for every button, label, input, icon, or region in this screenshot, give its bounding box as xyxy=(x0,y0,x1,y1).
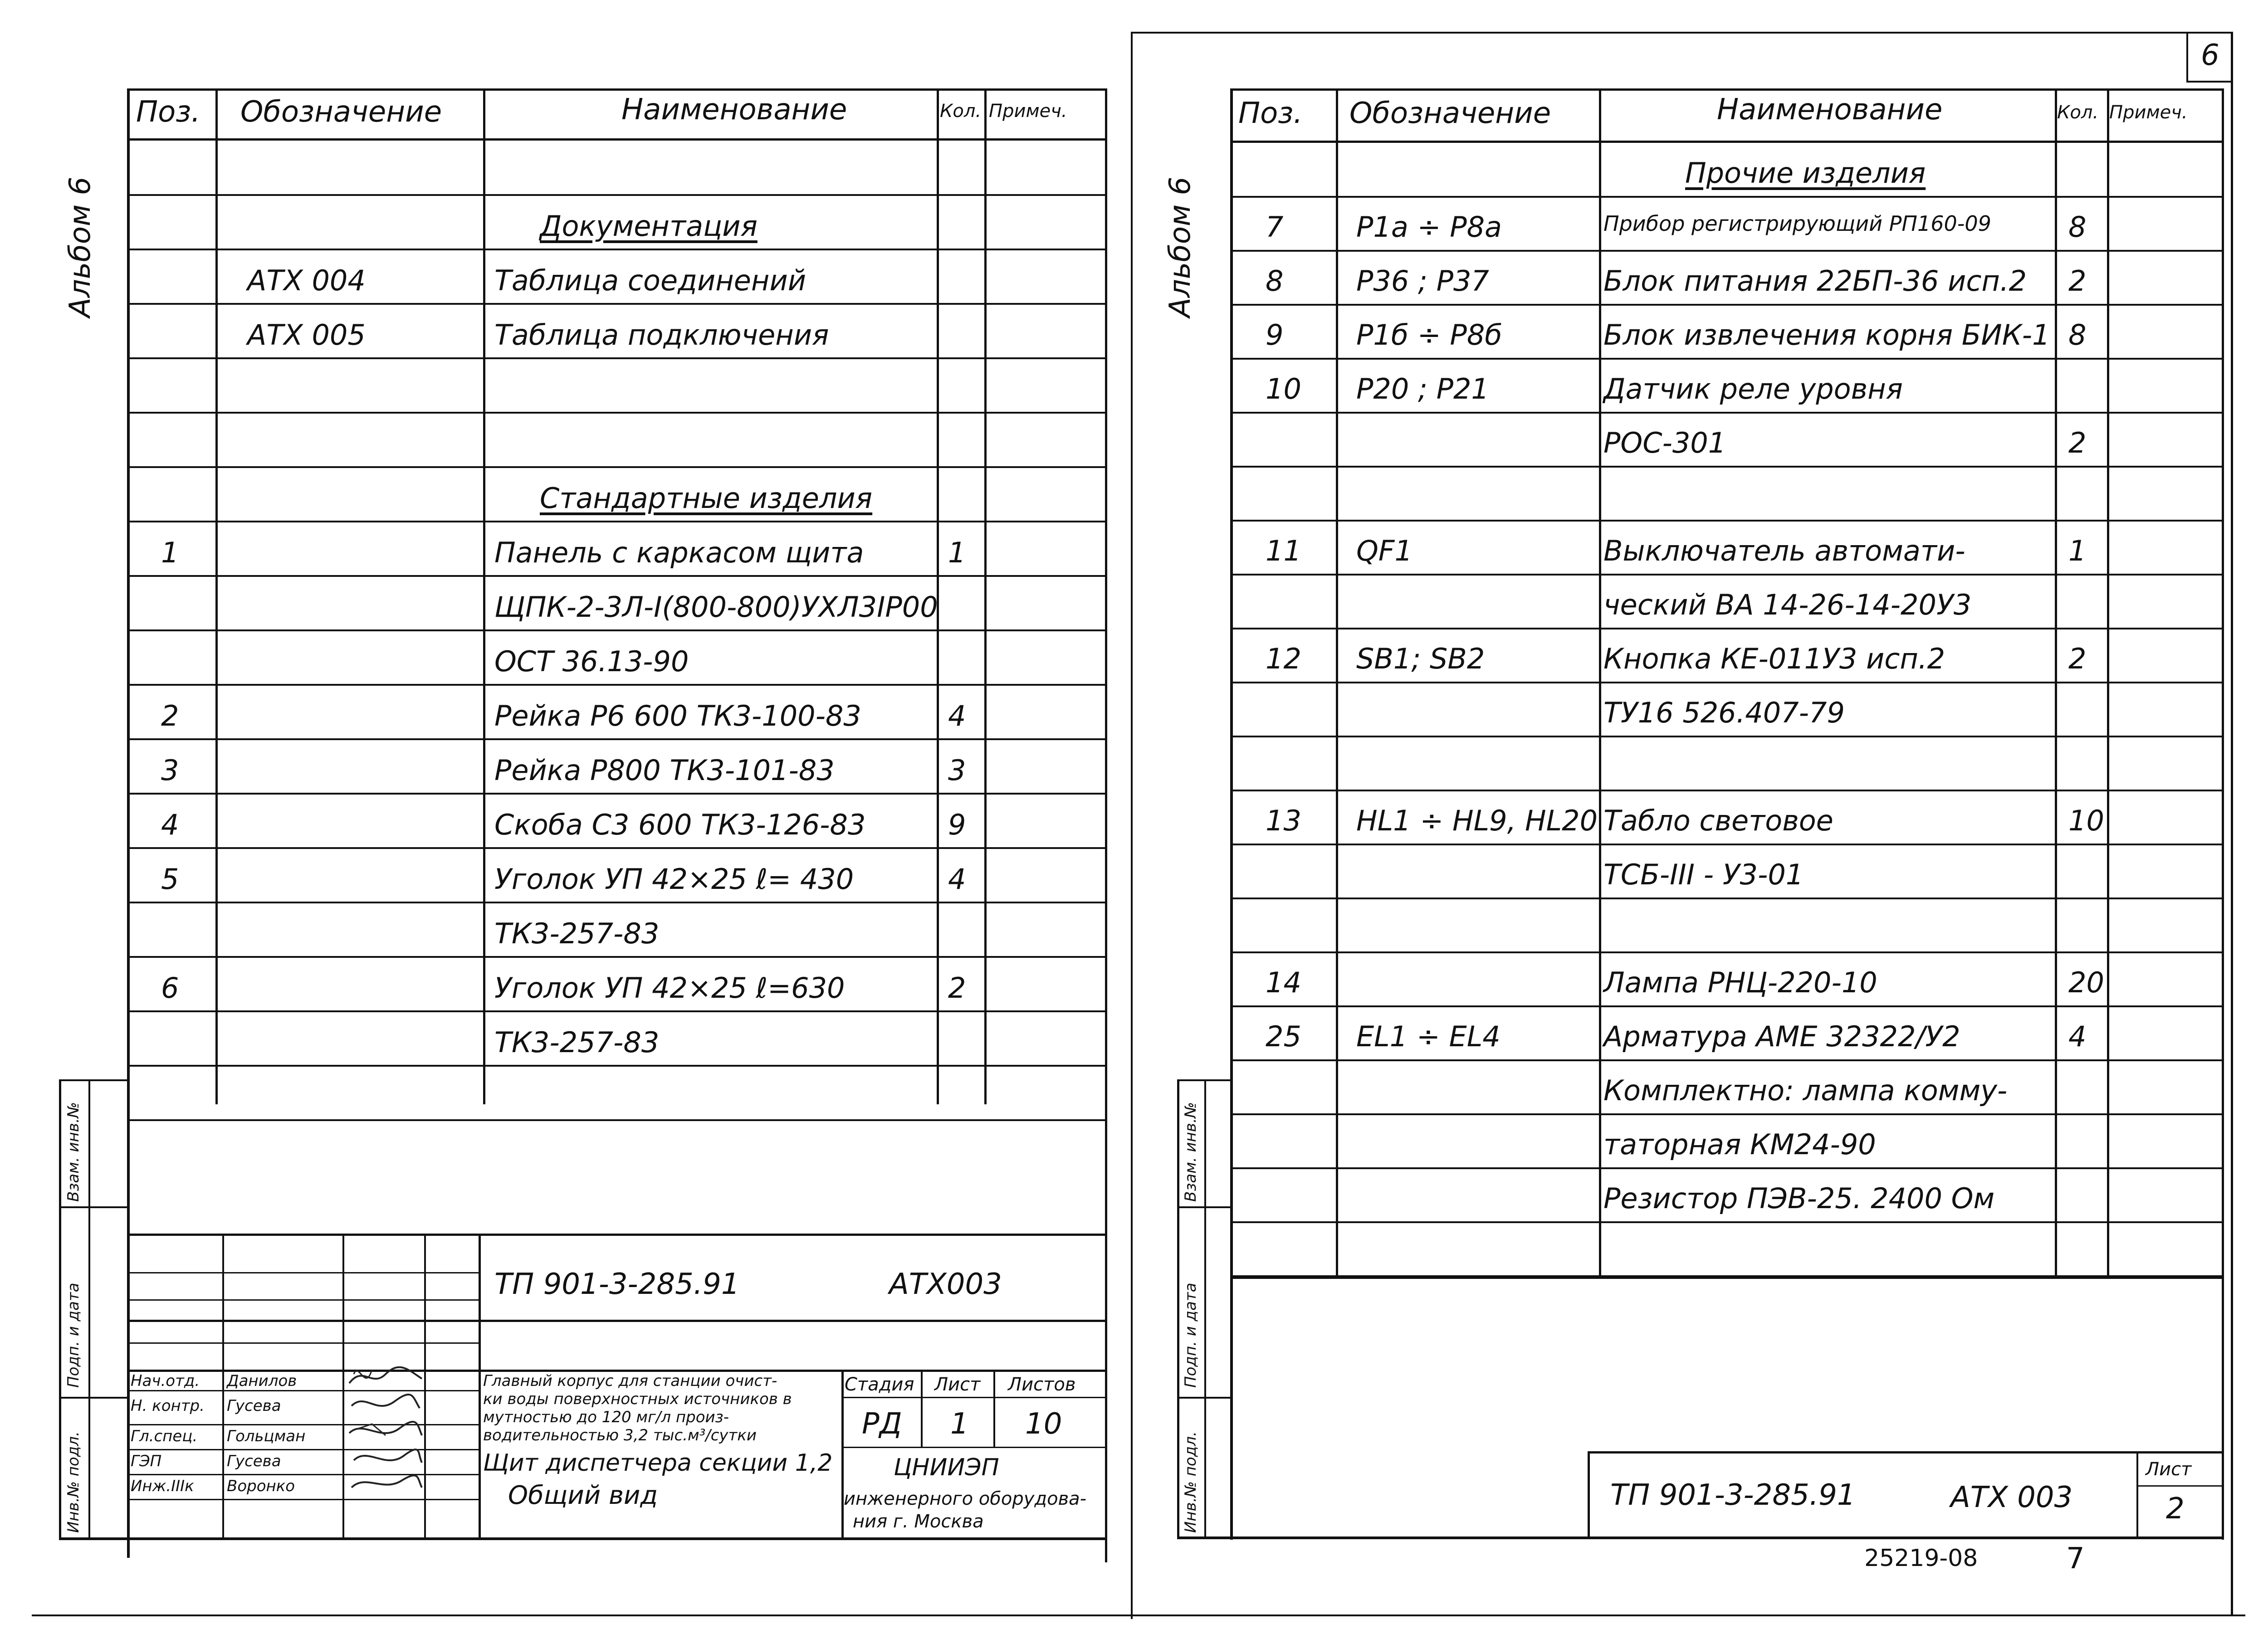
right-sheet-label: Лист xyxy=(2146,1459,2192,1480)
right-row-16-name-cell: Лампа РНЦ-220-10 xyxy=(1603,966,1877,999)
right-row-13-name-cell: Табло световое xyxy=(1603,804,1833,837)
role-2-name: Гусева xyxy=(227,1397,281,1415)
left-row-10-name-cell: ОСТ 36.13-90 xyxy=(494,645,689,678)
right-row-10-qty-cell: 2 xyxy=(2068,642,2087,675)
left-row-17-name-cell: ТК3-257-83 xyxy=(494,1026,660,1059)
right-row-16-pos-cell: 14 xyxy=(1266,966,1301,999)
stamp-label-replace-right: Взам. инв.№ xyxy=(1182,1102,1200,1202)
sheets-value: 10 xyxy=(1025,1407,1062,1441)
stamp-label-sign-right: Подп. и дата xyxy=(1182,1283,1200,1388)
right-header-name: Наименование xyxy=(1717,93,1943,127)
organization-1: ЦНИИЭП xyxy=(894,1454,999,1481)
stage-label: Стадия xyxy=(845,1374,914,1395)
object-description-4: водительностью 3,2 тыс.м³/сутки xyxy=(483,1426,757,1444)
right-row-5-name-cell: Датчик реле уровня xyxy=(1603,372,1903,405)
object-description-1: Главный корпус для станции очист- xyxy=(483,1372,777,1390)
right-row-16-qty-cell: 20 xyxy=(2068,966,2104,999)
left-row-13-qty-cell: 9 xyxy=(948,808,966,841)
sheet-value: 1 xyxy=(950,1407,969,1441)
role-1: Нач.отд. xyxy=(131,1372,200,1390)
right-row-4-designation-cell: Р1б ÷ Р8б xyxy=(1356,318,1502,351)
right-row-17-name-cell: Арматура АМЕ 32322/У2 xyxy=(1603,1020,1960,1053)
left-row-3-designation-cell: АТХ 004 xyxy=(247,264,366,297)
signatures-image xyxy=(345,1356,426,1510)
organization-2: инженерного оборудова- xyxy=(844,1488,1087,1509)
left-header-note: Примеч. xyxy=(989,101,1067,122)
left-row-16-pos-cell: 6 xyxy=(161,971,179,1005)
right-row-8-qty-cell: 1 xyxy=(2068,534,2087,567)
left-header-qty: Кол. xyxy=(940,101,982,122)
left-row-4-name-cell: Таблица подключения xyxy=(494,318,829,351)
left-row-3-name-cell: Таблица соединений xyxy=(494,264,807,297)
right-doc-code: ТП 901-3-285.91 xyxy=(1610,1478,1856,1512)
sheet-label: Лист xyxy=(934,1374,981,1395)
right-row-20-name-cell: Резистор ПЭВ-25. 2400 Ом xyxy=(1603,1182,1995,1215)
sheet-number-top: 6 xyxy=(2201,39,2219,72)
left-row-9-name-cell: ЩПК-2-3Л-I(800-800)УХЛ3IР00 xyxy=(494,590,938,624)
right-row-19-name-cell: таторная КМ24-90 xyxy=(1603,1128,1876,1161)
right-row-13-designation-cell: HL1 ÷ HL9, HL20 xyxy=(1356,804,1598,837)
album-label-right: Альбом 6 xyxy=(1163,176,1197,317)
role-1-name: Данилов xyxy=(227,1372,297,1390)
right-row-3-pos-cell: 8 xyxy=(1266,264,1284,298)
right-row-6-name-cell: РОС-301 xyxy=(1603,426,1726,459)
right-doc-suffix: АТХ 003 xyxy=(1950,1481,2073,1514)
stamp-label-replace-left: Взам. инв.№ xyxy=(64,1102,83,1202)
sheets-label: Листов xyxy=(1008,1374,1076,1395)
left-row-2-section-heading: Документация xyxy=(540,210,758,243)
right-row-8-designation-cell: QF1 xyxy=(1356,534,1413,567)
right-row-2-pos-cell: 7 xyxy=(1266,210,1284,244)
right-row-13-pos-cell: 13 xyxy=(1266,804,1301,837)
left-header-designation: Обозначение xyxy=(240,95,442,129)
left-row-12-name-cell: Рейка Р800 ТК3-101-83 xyxy=(494,754,835,787)
right-row-10-designation-cell: SB1; SB2 xyxy=(1356,642,1485,675)
bottom-edge-line xyxy=(32,1614,2245,1616)
left-row-13-name-cell: Скоба С3 600 ТК3-126-83 xyxy=(494,808,866,841)
role-4-name: Гусева xyxy=(227,1452,281,1470)
left-row-16-qty-cell: 2 xyxy=(948,971,966,1005)
page-fold-line xyxy=(1131,32,1133,1619)
left-row-7-section-heading: Стандартные изделия xyxy=(540,482,873,515)
right-row-2-designation-cell: Р1а ÷ Р8а xyxy=(1356,210,1502,244)
left-header-pos: Поз. xyxy=(136,95,200,129)
right-row-3-designation-cell: Р36 ; Р37 xyxy=(1356,264,1489,298)
right-header-pos: Поз. xyxy=(1238,97,1303,130)
right-row-4-name-cell: Блок извлечения корня БИК-1 xyxy=(1603,318,2050,351)
left-row-8-pos-cell: 1 xyxy=(161,536,179,569)
footer-page: 7 xyxy=(2066,1542,2085,1575)
right-row-6-qty-cell: 2 xyxy=(2068,426,2087,459)
organization-3: ния г. Москва xyxy=(853,1511,984,1532)
right-row-1-section-heading: Прочие изделия xyxy=(1685,156,1926,190)
right-row-17-designation-cell: EL1 ÷ EL4 xyxy=(1356,1020,1501,1053)
stamp-label-inv-left: Инв.№ подл. xyxy=(64,1431,83,1533)
role-3-name: Гольцман xyxy=(227,1427,306,1445)
stamp-label-sign-left: Подп. и дата xyxy=(64,1283,83,1388)
drawing-title-2: Общий вид xyxy=(508,1481,658,1510)
right-row-11-name-cell: ТУ16 526.407-79 xyxy=(1603,696,1845,729)
left-row-15-name-cell: ТК3-257-83 xyxy=(494,917,660,950)
right-row-4-qty-cell: 8 xyxy=(2068,318,2087,351)
object-description-2: ки воды поверхностных источников в xyxy=(483,1390,792,1408)
role-3: Гл.спец. xyxy=(131,1427,198,1445)
left-header-name: Наименование xyxy=(621,93,847,127)
left-row-4-designation-cell: АТХ 005 xyxy=(247,318,366,351)
right-row-8-pos-cell: 11 xyxy=(1266,534,1301,567)
stamp-label-inv-right: Инв.№ подл. xyxy=(1182,1431,1200,1533)
right-row-4-pos-cell: 9 xyxy=(1266,318,1284,351)
left-row-13-pos-cell: 4 xyxy=(161,808,179,841)
footer-code: 25219-08 xyxy=(1864,1545,1978,1572)
right-row-10-pos-cell: 12 xyxy=(1266,642,1301,675)
left-row-8-name-cell: Панель с каркасом щита xyxy=(494,536,864,569)
left-row-12-qty-cell: 3 xyxy=(948,754,966,787)
right-row-5-pos-cell: 10 xyxy=(1266,372,1301,405)
role-4: ГЭП xyxy=(131,1452,162,1470)
object-description-3: мутностью до 120 мг/л произ- xyxy=(483,1408,729,1426)
left-row-14-qty-cell: 4 xyxy=(948,863,966,896)
role-5-name: Воронко xyxy=(227,1477,295,1495)
stage-value: РД xyxy=(862,1407,902,1441)
right-header-qty: Кол. xyxy=(2057,102,2099,123)
left-row-11-name-cell: Рейка Р6 600 ТК3-100-83 xyxy=(494,699,861,732)
right-header-note: Примеч. xyxy=(2109,102,2188,123)
right-row-18-name-cell: Комплектно: лампа комму- xyxy=(1603,1074,2008,1107)
right-row-10-name-cell: Кнопка КЕ-011У3 исп.2 xyxy=(1603,642,1945,675)
right-row-17-pos-cell: 25 xyxy=(1266,1020,1301,1053)
left-doc-suffix: АТХ003 xyxy=(889,1268,1002,1301)
role-2: Н. контр. xyxy=(131,1397,205,1415)
left-row-14-pos-cell: 5 xyxy=(161,863,179,896)
drawing-title-1: Щит диспетчера секции 1,2 xyxy=(483,1449,833,1477)
right-row-13-qty-cell: 10 xyxy=(2068,804,2104,837)
right-row-2-name-cell: Прибор регистрирующий РП160-09 xyxy=(1603,211,1991,236)
right-row-3-qty-cell: 2 xyxy=(2068,264,2087,298)
right-row-8-name-cell: Выключатель автомати- xyxy=(1603,534,1965,567)
left-row-12-pos-cell: 3 xyxy=(161,754,179,787)
role-5: Инж.IIIк xyxy=(131,1477,194,1495)
right-header-designation: Обозначение xyxy=(1349,97,1551,130)
left-row-11-qty-cell: 4 xyxy=(948,699,966,732)
right-row-9-name-cell: ческий ВА 14-26-14-20У3 xyxy=(1603,588,1972,621)
left-doc-code: ТП 901-3-285.91 xyxy=(494,1268,740,1301)
album-label-left: Альбом 6 xyxy=(64,176,97,317)
right-sheet-value: 2 xyxy=(2166,1492,2185,1526)
left-row-16-name-cell: Уголок УП 42×25 ℓ=630 xyxy=(494,971,845,1005)
left-row-8-qty-cell: 1 xyxy=(948,536,966,569)
right-row-5-designation-cell: Р20 ; Р21 xyxy=(1356,372,1489,405)
right-row-17-qty-cell: 4 xyxy=(2068,1020,2087,1053)
left-row-14-name-cell: Уголок УП 42×25 ℓ= 430 xyxy=(494,863,854,896)
right-row-2-qty-cell: 8 xyxy=(2068,210,2087,244)
right-row-3-name-cell: Блок питания 22БП-36 исп.2 xyxy=(1603,264,2027,298)
right-row-14-name-cell: ТСБ-III - У3-01 xyxy=(1603,858,1804,891)
left-row-11-pos-cell: 2 xyxy=(161,699,179,732)
